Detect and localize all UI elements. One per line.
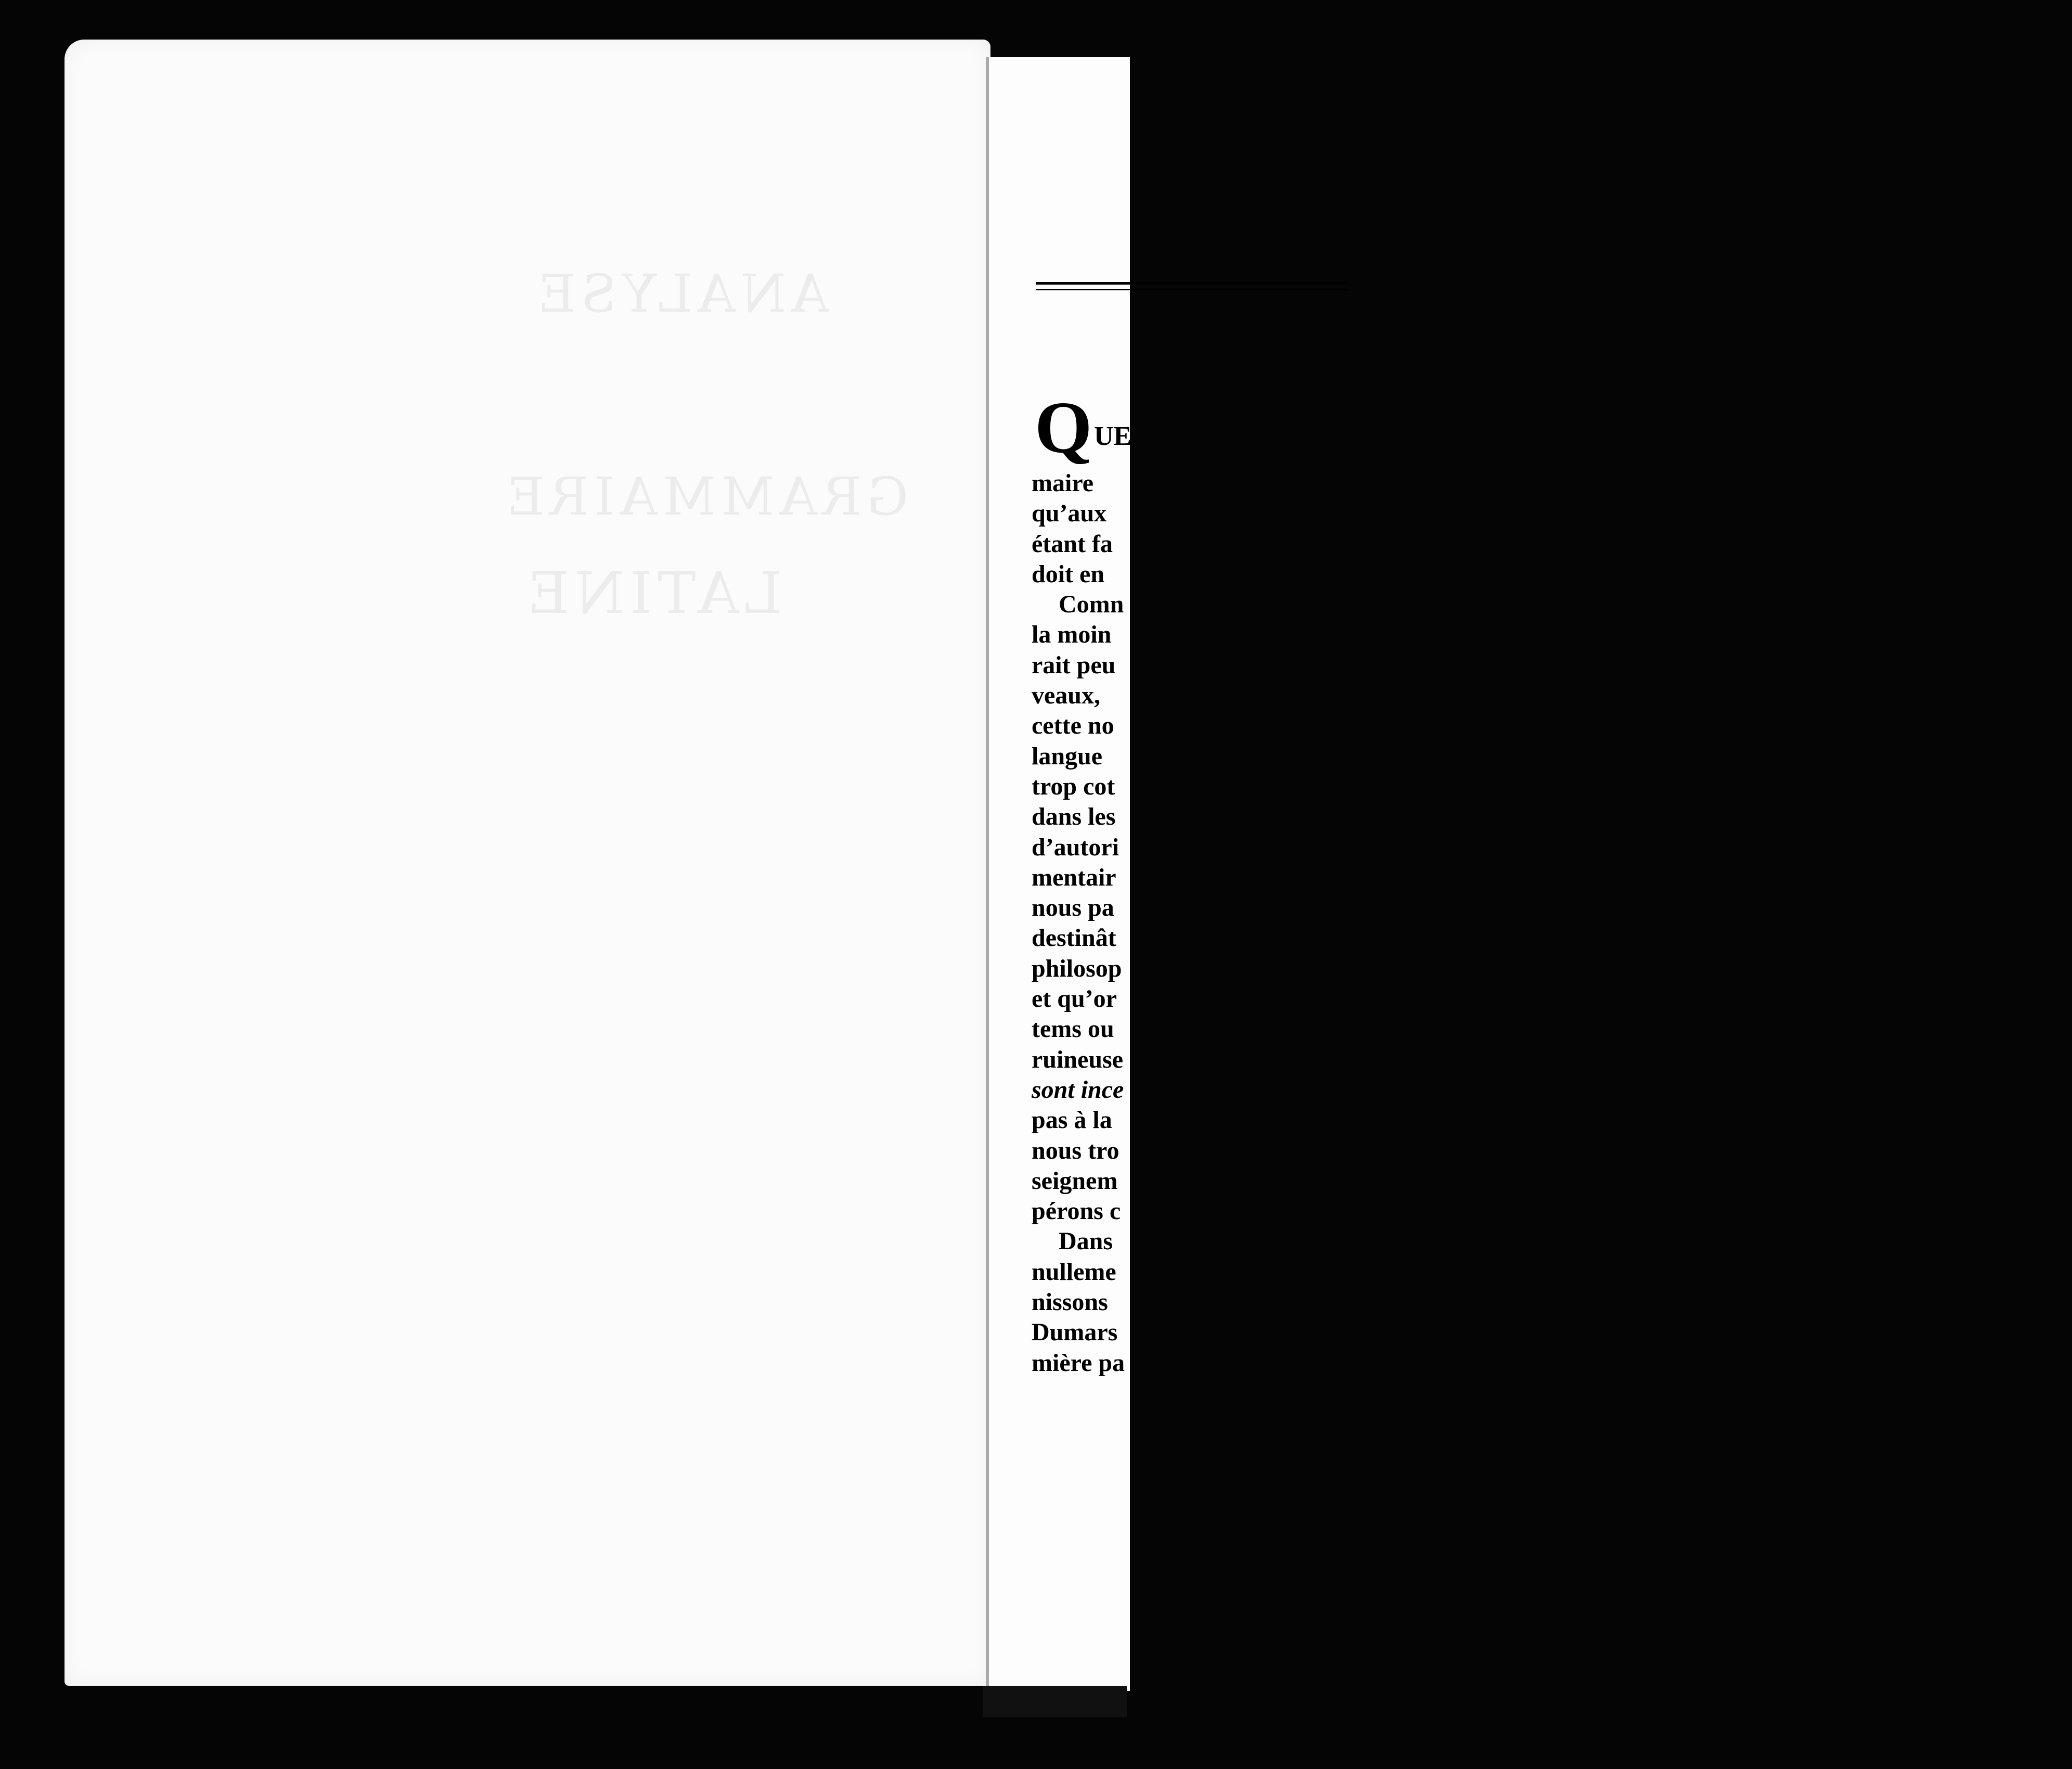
text-line: d’autori bbox=[1032, 833, 1119, 861]
text-line: dans les bbox=[1032, 803, 1116, 831]
text-line: Comn bbox=[1059, 591, 1124, 619]
text-line: seignem bbox=[1032, 1166, 1118, 1195]
first-line bbox=[1032, 386, 2072, 468]
text-line: nous tro bbox=[1032, 1136, 1119, 1164]
text-block bbox=[1032, 386, 2072, 1378]
page-shadow bbox=[983, 1686, 1127, 1717]
text-line: pas à la bbox=[1032, 1106, 1112, 1134]
text-line: nulleme bbox=[1032, 1258, 1116, 1286]
text-line: pérons c bbox=[1032, 1197, 1121, 1225]
text-line: et qu’or bbox=[1032, 985, 1117, 1013]
text-line: qu’aux bbox=[1032, 499, 1107, 528]
text-line: cette no bbox=[1032, 712, 1114, 740]
text-line: nous pa bbox=[1032, 894, 1114, 922]
text-line: mentair bbox=[1032, 863, 1116, 891]
text-line: veaux, bbox=[1032, 682, 1100, 710]
text-line: tems ou bbox=[1032, 1015, 1114, 1043]
text-right-page bbox=[986, 57, 1130, 1691]
bleed-through-mark: ANALYSE bbox=[533, 263, 829, 324]
text-line: rait peu bbox=[1032, 651, 1116, 679]
bleed-through-mark: GRAMMAIRE bbox=[501, 466, 909, 527]
text-line: nissons bbox=[1032, 1288, 1108, 1316]
text-line: mière pa bbox=[1032, 1349, 1125, 1377]
text-line: trop cot bbox=[1032, 772, 1115, 800]
text-line: ruineuse bbox=[1032, 1045, 1124, 1073]
text-lines bbox=[1032, 468, 2072, 1378]
text-line: destinât bbox=[1032, 924, 1116, 952]
text-line: étant fa bbox=[1032, 530, 1113, 558]
text-line: philosop bbox=[1032, 954, 1122, 982]
header-rule bbox=[1036, 282, 1348, 290]
bleed-through-mark: LATINE bbox=[522, 560, 782, 626]
blank-left-page bbox=[65, 40, 990, 1686]
text-line: Dumars bbox=[1032, 1318, 1118, 1347]
text-line: sont ince bbox=[1032, 1075, 1124, 1104]
text-line: Dans bbox=[1059, 1227, 1113, 1255]
text-line: maire bbox=[1032, 469, 1094, 497]
text-line: doit en bbox=[1032, 560, 1105, 588]
text-line: langue bbox=[1032, 742, 1103, 770]
first-line-text: UE bbox=[1094, 421, 1132, 451]
drop-cap: Q bbox=[1035, 386, 1092, 468]
text-line: la moin bbox=[1032, 621, 1112, 649]
